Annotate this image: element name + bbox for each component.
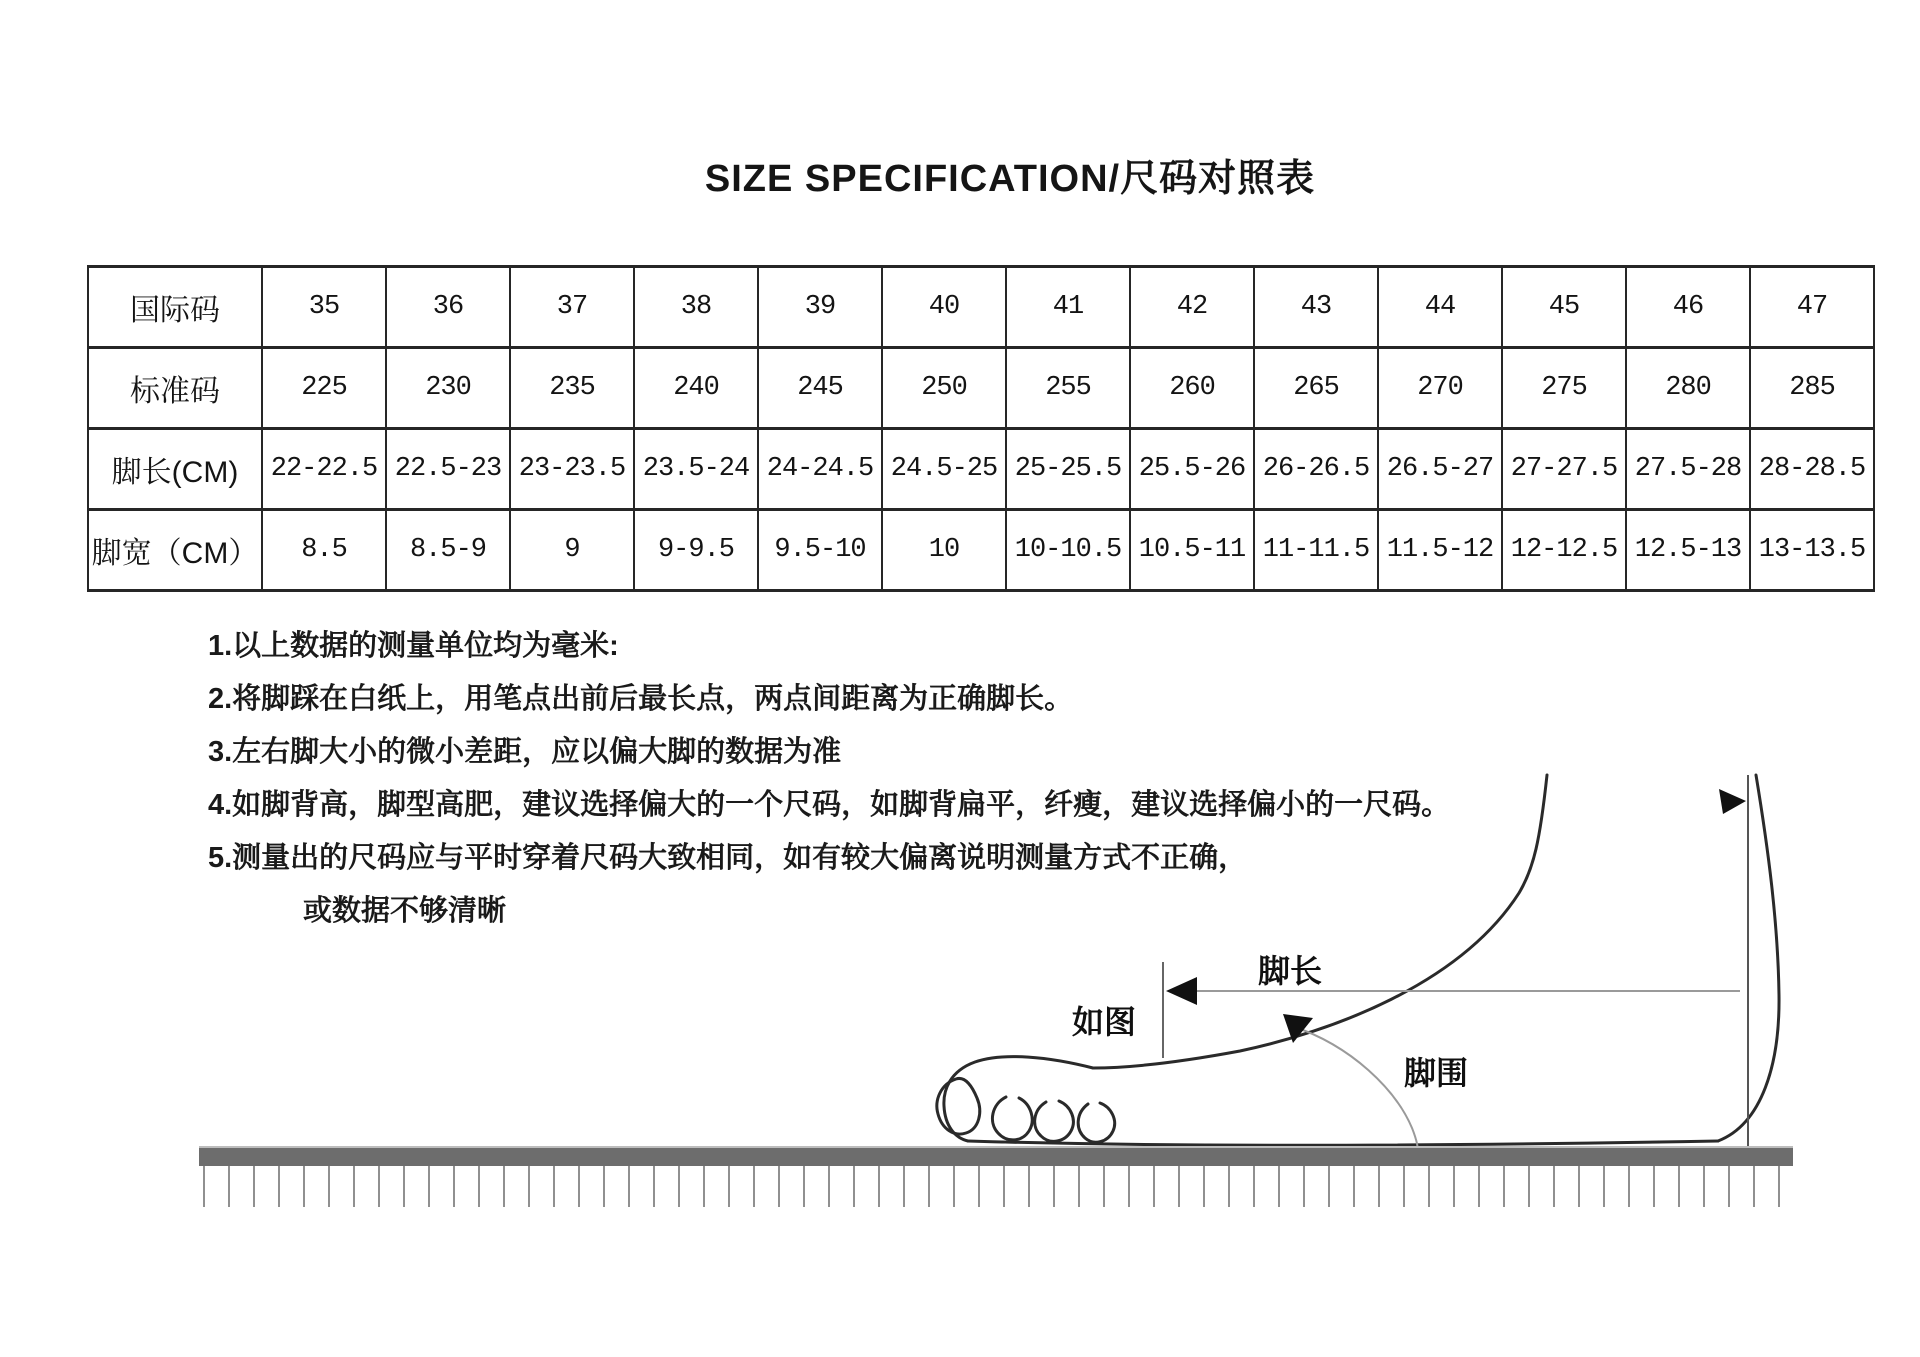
size-value-cell: 41 bbox=[1006, 267, 1130, 348]
size-value-cell: 43 bbox=[1254, 267, 1378, 348]
foot-outline bbox=[937, 775, 1779, 1145]
arrowhead-heel-icon bbox=[1719, 789, 1746, 814]
size-value-cell: 250 bbox=[882, 348, 1006, 429]
size-value-cell: 9-9.5 bbox=[634, 510, 758, 591]
size-value-cell: 285 bbox=[1750, 348, 1874, 429]
size-value-cell: 39 bbox=[758, 267, 882, 348]
size-value-cell: 44 bbox=[1378, 267, 1502, 348]
size-value-cell: 36 bbox=[386, 267, 510, 348]
size-value-cell: 24.5-25 bbox=[882, 429, 1006, 510]
size-value-cell: 8.5 bbox=[262, 510, 386, 591]
size-value-cell: 10 bbox=[882, 510, 1006, 591]
row-header-cell: 脚长(CM) bbox=[88, 429, 262, 510]
page-title: SIZE SPECIFICATION/尺码对照表 bbox=[704, 158, 1316, 200]
size-value-cell: 270 bbox=[1378, 348, 1502, 429]
size-value-cell: 42 bbox=[1130, 267, 1254, 348]
foot-girth-label: 脚围 bbox=[1404, 1055, 1469, 1091]
size-value-cell: 11.5-12 bbox=[1378, 510, 1502, 591]
note-line-2: 2.将脚踩在白纸上，用笔点出前后最长点，两点间距离为正确脚长。 bbox=[208, 683, 1074, 715]
size-value-cell: 9 bbox=[510, 510, 634, 591]
size-value-cell: 26.5-27 bbox=[1378, 429, 1502, 510]
size-value-cell: 255 bbox=[1006, 348, 1130, 429]
size-value-cell: 38 bbox=[634, 267, 758, 348]
measurement-lines bbox=[1163, 775, 1748, 1152]
size-value-cell: 22.5-23 bbox=[386, 429, 510, 510]
size-value-cell: 12.5-13 bbox=[1626, 510, 1750, 591]
size-value-cell: 260 bbox=[1130, 348, 1254, 429]
size-value-cell: 8.5-9 bbox=[386, 510, 510, 591]
size-value-cell: 35 bbox=[262, 267, 386, 348]
arrowhead-left-icon bbox=[1166, 977, 1197, 1005]
foot-length-label: 脚长 bbox=[1258, 953, 1323, 989]
size-value-cell: 9.5-10 bbox=[758, 510, 882, 591]
size-value-cell: 265 bbox=[1254, 348, 1378, 429]
size-value-cell: 27-27.5 bbox=[1502, 429, 1626, 510]
foot-girth-arc bbox=[1292, 1026, 1418, 1152]
row-header-cell: 脚宽（CM） bbox=[88, 510, 262, 591]
size-value-cell: 10-10.5 bbox=[1006, 510, 1130, 591]
size-value-cell: 25-25.5 bbox=[1006, 429, 1130, 510]
size-value-cell: 24-24.5 bbox=[758, 429, 882, 510]
size-value-cell: 230 bbox=[386, 348, 510, 429]
diagram-caption-label: 如图 bbox=[1072, 1004, 1137, 1040]
size-value-cell: 23-23.5 bbox=[510, 429, 634, 510]
size-value-cell: 275 bbox=[1502, 348, 1626, 429]
size-value-cell: 225 bbox=[262, 348, 386, 429]
size-value-cell: 12-12.5 bbox=[1502, 510, 1626, 591]
size-value-cell: 47 bbox=[1750, 267, 1874, 348]
note-line-4: 4.如脚背高，脚型高肥，建议选择偏大的一个尺码，如脚背扁平，纤瘦，建议选择偏小的一尺码。 bbox=[208, 789, 1451, 821]
size-value-cell: 10.5-11 bbox=[1130, 510, 1254, 591]
note-line-1: 1.以上数据的测量单位均为毫米: bbox=[208, 630, 619, 662]
row-header-cell: 标准码 bbox=[88, 348, 262, 429]
ruler-bar bbox=[199, 1146, 1793, 1166]
size-value-cell: 27.5-28 bbox=[1626, 429, 1750, 510]
note-line-6: 或数据不够清晰 bbox=[303, 895, 507, 927]
ruler-ticks bbox=[203, 1166, 1791, 1207]
size-value-cell: 40 bbox=[882, 267, 1006, 348]
row-header-cell: 国际码 bbox=[88, 267, 262, 348]
size-value-cell: 22-22.5 bbox=[262, 429, 386, 510]
note-line-5: 5.测量出的尺码应与平时穿着尺码大致相同，如有较大偏离说明测量方式不正确， bbox=[208, 842, 1248, 874]
size-value-cell: 45 bbox=[1502, 267, 1626, 348]
note-line-3: 3.左右脚大小的微小差距，应以偏大脚的数据为准 bbox=[208, 736, 842, 768]
size-value-cell: 23.5-24 bbox=[634, 429, 758, 510]
size-value-cell: 28-28.5 bbox=[1750, 429, 1874, 510]
size-value-cell: 37 bbox=[510, 267, 634, 348]
size-value-cell: 235 bbox=[510, 348, 634, 429]
size-value-cell: 240 bbox=[634, 348, 758, 429]
size-value-cell: 11-11.5 bbox=[1254, 510, 1378, 591]
size-value-cell: 280 bbox=[1626, 348, 1750, 429]
size-value-cell: 245 bbox=[758, 348, 882, 429]
size-value-cell: 26-26.5 bbox=[1254, 429, 1378, 510]
size-value-cell: 13-13.5 bbox=[1750, 510, 1874, 591]
size-value-cell: 25.5-26 bbox=[1130, 429, 1254, 510]
size-value-cell: 46 bbox=[1626, 267, 1750, 348]
